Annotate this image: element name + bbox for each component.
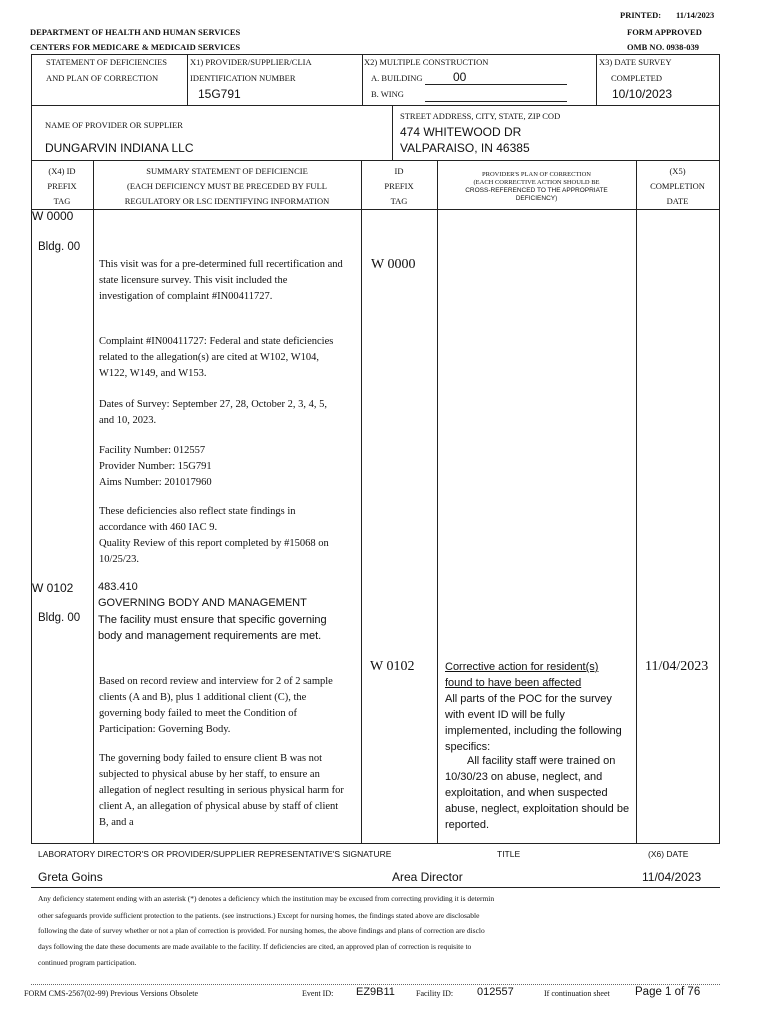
tag-w0102: W 0102 bbox=[32, 581, 74, 595]
dept-title: DEPARTMENT OF HEALTH AND HUMAN SERVICES bbox=[30, 27, 241, 37]
x5-header-3: DATE bbox=[666, 196, 689, 206]
bldg-label-1: Bldg. 00 bbox=[38, 241, 81, 253]
page-number: Page 1 of 76 bbox=[635, 986, 701, 998]
stmt-label-2: AND PLAN OF CORRECTION bbox=[46, 73, 159, 83]
x3-label-2: COMPLETED bbox=[611, 73, 662, 83]
id-header-3: TAG bbox=[390, 196, 408, 206]
stmt-label-1: STATEMENT OF DEFICIENCIES bbox=[46, 57, 168, 67]
signature-label: LABORATORY DIRECTOR'S OR PROVIDER/SUPPLIER REPRESENTATIVE'S SIGNATURE bbox=[38, 849, 392, 859]
id-tag-w0102: W 0102 bbox=[370, 659, 415, 674]
signature-date: 11/04/2023 bbox=[642, 870, 702, 884]
x5-header-2: COMPLETION bbox=[650, 181, 705, 191]
poc-text: All parts of the POC for the survey with event ID will be fully implemented, including the following specifics: bbox=[445, 693, 622, 753]
centers-title: CENTERS FOR MEDICARE & MEDICAID SERVICES bbox=[30, 42, 241, 52]
x3-label-1: X3) DATE SURVEY bbox=[599, 57, 672, 67]
building-value: 00 bbox=[453, 70, 467, 84]
completion-date: 11/04/2023 bbox=[645, 659, 709, 674]
poc-text-2: All facility staff were trained on 10/30/23 on abuse, neglect, and exploitation, and when suspected abuse, neglect, exploitation should be reported. bbox=[445, 755, 630, 831]
x2-label: X2) MULTIPLE CONSTRUCTION bbox=[364, 57, 489, 67]
summary-paragraph-1: This visit was for a pre-determined full recertification and state licensure survey. This visit included the investigation of complaint #IN00411727. bbox=[99, 259, 343, 302]
provider-id: 15G791 bbox=[198, 87, 241, 101]
regulation-text: The facility must ensure that specific governing body and management requirements are met. bbox=[98, 614, 327, 642]
regulation-number: 483.410 bbox=[98, 581, 138, 593]
omb-number: OMB NO. 0938-039 bbox=[627, 42, 700, 52]
summary-paragraph-3: Dates of Survey: September 27, 28, October 2, 3, 4, 5, and 10, 2023. bbox=[99, 399, 328, 426]
facility-id-label: Facility ID: bbox=[416, 989, 454, 998]
form-number: FORM CMS-2567(02-99) Previous Versions Obsolete bbox=[24, 989, 199, 998]
plan-header-2: (EACH CORRECTIVE ACTION SHOULD BE bbox=[473, 179, 600, 186]
event-id-label: Event ID: bbox=[302, 989, 334, 998]
disclaimer-line-2: other safeguards provide sufficient protection to the patients. (see instructions.) Except for nursing homes, the findings stated above are disclosable bbox=[38, 911, 480, 920]
printed-date: 11/14/2023 bbox=[676, 10, 715, 20]
plan-header-4: DEFICIENCY) bbox=[515, 195, 558, 202]
id-header-2: PREFIX bbox=[384, 181, 414, 191]
summary-paragraph-5: These deficiencies also reflect state findings in accordance with 460 IAC 9. bbox=[99, 506, 296, 533]
form-approved: FORM APPROVED bbox=[627, 27, 702, 37]
regulation-title: GOVERNING BODY AND MANAGEMENT bbox=[98, 597, 307, 609]
survey-date: 10/10/2023 bbox=[612, 87, 673, 101]
provider-number: Provider Number: 15G791 bbox=[99, 461, 212, 472]
x4-header-3: TAG bbox=[53, 196, 71, 206]
x4-header-2: PREFIX bbox=[47, 181, 77, 191]
x6-date-label: (X6) DATE bbox=[648, 849, 689, 859]
building-label: A. BUILDING bbox=[371, 73, 423, 83]
id-header-1: ID bbox=[394, 166, 404, 176]
address-line-1: 474 WHITEWOOD DR bbox=[400, 125, 522, 139]
summary-paragraph-7: Based on record review and interview for 2 of 2 sample clients (A and B), plus 1 additional client (C), the governing body failed to meet the Condition of Participation: Governing Body. bbox=[99, 676, 333, 735]
plan-header-3: CROSS-REFERENCED TO THE APPROPRIATE bbox=[465, 187, 608, 194]
x1-label-1: X1) PROVIDER/SUPPLIER/CLIA bbox=[190, 57, 312, 67]
continuation-label: If continuation sheet bbox=[544, 989, 610, 998]
summary-paragraph-8: The governing body failed to ensure client B was not subjected to physical abuse by her staff, to ensure an allegation of neglect resulting in serious physical harm for client A, an allegation of physical abuse by staff of client B, and a bbox=[99, 753, 344, 828]
x1-label-2: IDENTIFICATION NUMBER bbox=[190, 73, 296, 83]
provider-name-label: NAME OF PROVIDER OR SUPPLIER bbox=[45, 120, 183, 130]
poc-heading: Corrective action for resident(s) found to have been affected bbox=[445, 661, 599, 689]
disclaimer-line-5: continued program participation. bbox=[38, 958, 137, 967]
summary-paragraph-2: Complaint #IN00411727: Federal and state deficiencies related to the allegation(s) are cited at W102, W104, W122, W149, and W153. bbox=[99, 336, 334, 379]
facility-number: Facility Number: 012557 bbox=[99, 445, 206, 456]
summary-header-1: SUMMARY STATEMENT OF DEFICIENCIE bbox=[146, 166, 308, 176]
printed-label: PRINTED: bbox=[620, 10, 662, 20]
title-label: TITLE bbox=[497, 849, 521, 859]
wing-label: B. WING bbox=[371, 89, 404, 99]
address-line-2: VALPARAISO, IN 46385 bbox=[400, 141, 530, 155]
x4-header-1: (X4) ID bbox=[48, 166, 76, 176]
x5-header-1: (X5) bbox=[669, 166, 686, 176]
disclaimer-line-1: Any deficiency statement ending with an asterisk (*) denotes a deficiency which the institution may be excused from correcting providing it is determin bbox=[38, 894, 495, 903]
event-id-value: EZ9B11 bbox=[356, 986, 395, 998]
tag-w0000: W 0000 bbox=[32, 209, 74, 223]
disclaimer-line-4: days following the date these documents are made available to the facility. If deficiencies are cited, an approved plan of correction is requisite to bbox=[38, 942, 472, 951]
plan-header-1: PROVIDER'S PLAN OF CORRECTION bbox=[482, 171, 591, 178]
facility-id-value: 012557 bbox=[477, 986, 514, 998]
address-label: STREET ADDRESS, CITY, STATE, ZIP COD bbox=[400, 111, 561, 121]
summary-header-2: (EACH DEFICIENCY MUST BE PRECEDED BY FULL bbox=[127, 181, 327, 191]
signer-title: Area Director bbox=[392, 870, 463, 884]
aims-number: Aims Number: 201017960 bbox=[99, 477, 212, 488]
id-tag-w0000: W 0000 bbox=[371, 257, 416, 272]
bldg-label-2: Bldg. 00 bbox=[38, 612, 81, 624]
provider-name: DUNGARVIN INDIANA LLC bbox=[45, 141, 194, 155]
summary-paragraph-6: Quality Review of this report completed by #15068 on 10/25/23. bbox=[99, 538, 329, 565]
signer-name: Greta Goins bbox=[38, 870, 103, 884]
disclaimer-line-3: following the date of survey whether or not a plan of correction is provided. For nursing homes, the above findings and plans of correction are disclo bbox=[38, 926, 485, 935]
summary-header-3: REGULATORY OR LSC IDENTIFYING INFORMATION bbox=[124, 196, 330, 206]
